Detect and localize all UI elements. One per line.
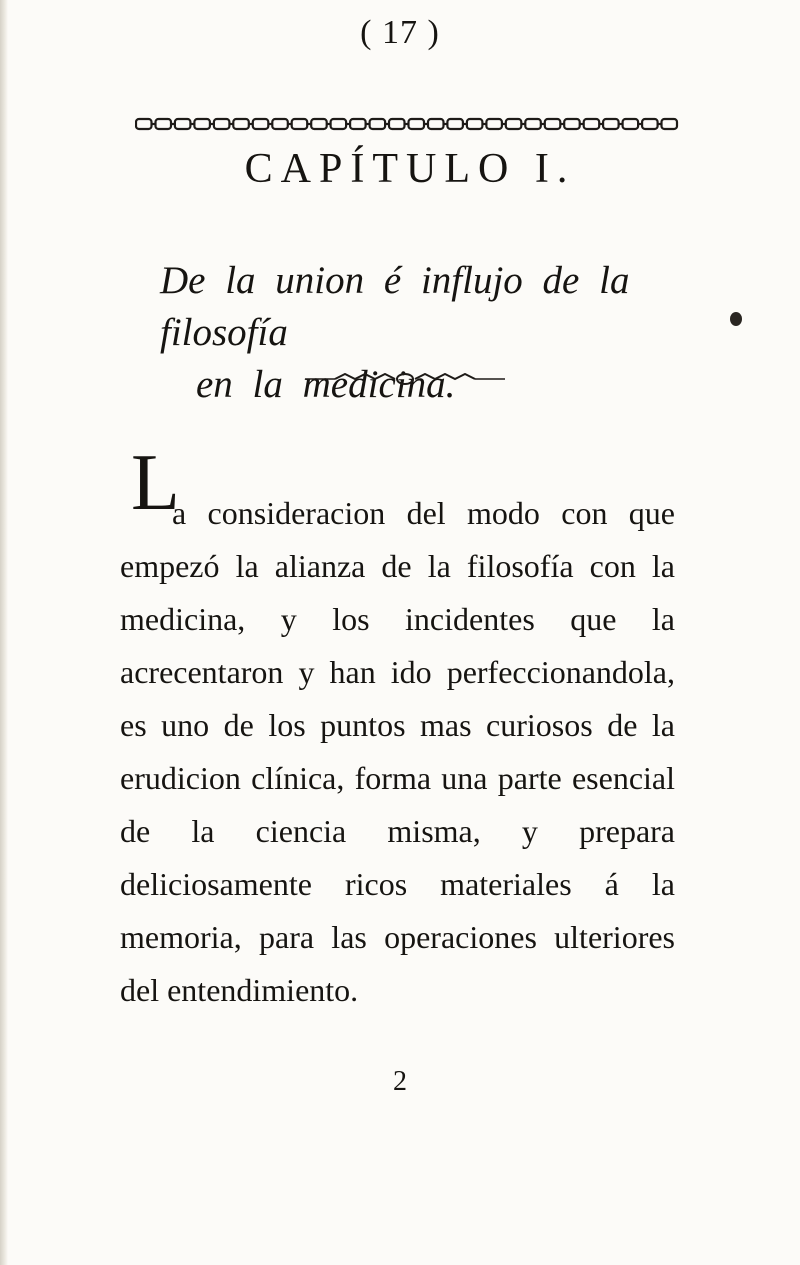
subtitle-line-2: en la medicina. [196,363,456,406]
chapter-subtitle [160,255,720,411]
chain-link [584,119,600,129]
chain-link [194,119,210,129]
chain-link [156,119,172,129]
chain-link [370,119,386,129]
chain-link [603,119,619,129]
chain-link [564,119,580,129]
chain-link [428,119,444,129]
chain-link [467,119,483,129]
chain-link [642,119,658,129]
page-number: ( 17 ) [360,14,440,51]
body-text: a consideracion del modo con que empezó la alianza de la filosofía con la medicina, y los incidentes que la acrecentaron y han ido perfeccionandola, es uno de los puntos mas curiosos de la erudicion clínica, forma una parte esencial de la ciencia misma, y prepara deliciosamente ricos materiales á la memoria, para las operaciones ulteriores del entendimiento. [120,495,675,1008]
chain-link [447,119,463,129]
chain-link [486,119,502,129]
chain-link [545,119,561,129]
chain-link [350,119,366,129]
chain-link [331,119,347,129]
chain-link [136,119,152,129]
chain-link [409,119,425,129]
chapter-heading: CAPÍTULO I. [244,146,576,192]
signature-mark: 2 [393,1066,407,1097]
chain-link [311,119,327,129]
chain-link [214,119,230,129]
ink-blot [730,312,742,326]
chain-link [253,119,268,129]
chain-link [623,119,639,129]
chain-link [525,119,541,129]
subtitle-line-1: De la union é influjo de la filosofía [160,259,630,354]
chain-link [272,119,288,129]
small-ornament-separator [305,373,505,385]
chain-link [389,119,405,129]
chain-ornament-rule [135,117,680,131]
drop-cap: L [131,439,180,527]
chain-link [506,119,522,129]
chain-link [662,119,678,129]
body-paragraph [120,487,675,1017]
chain-link [175,119,191,129]
chain-link [292,119,308,129]
chain-link [233,119,249,129]
